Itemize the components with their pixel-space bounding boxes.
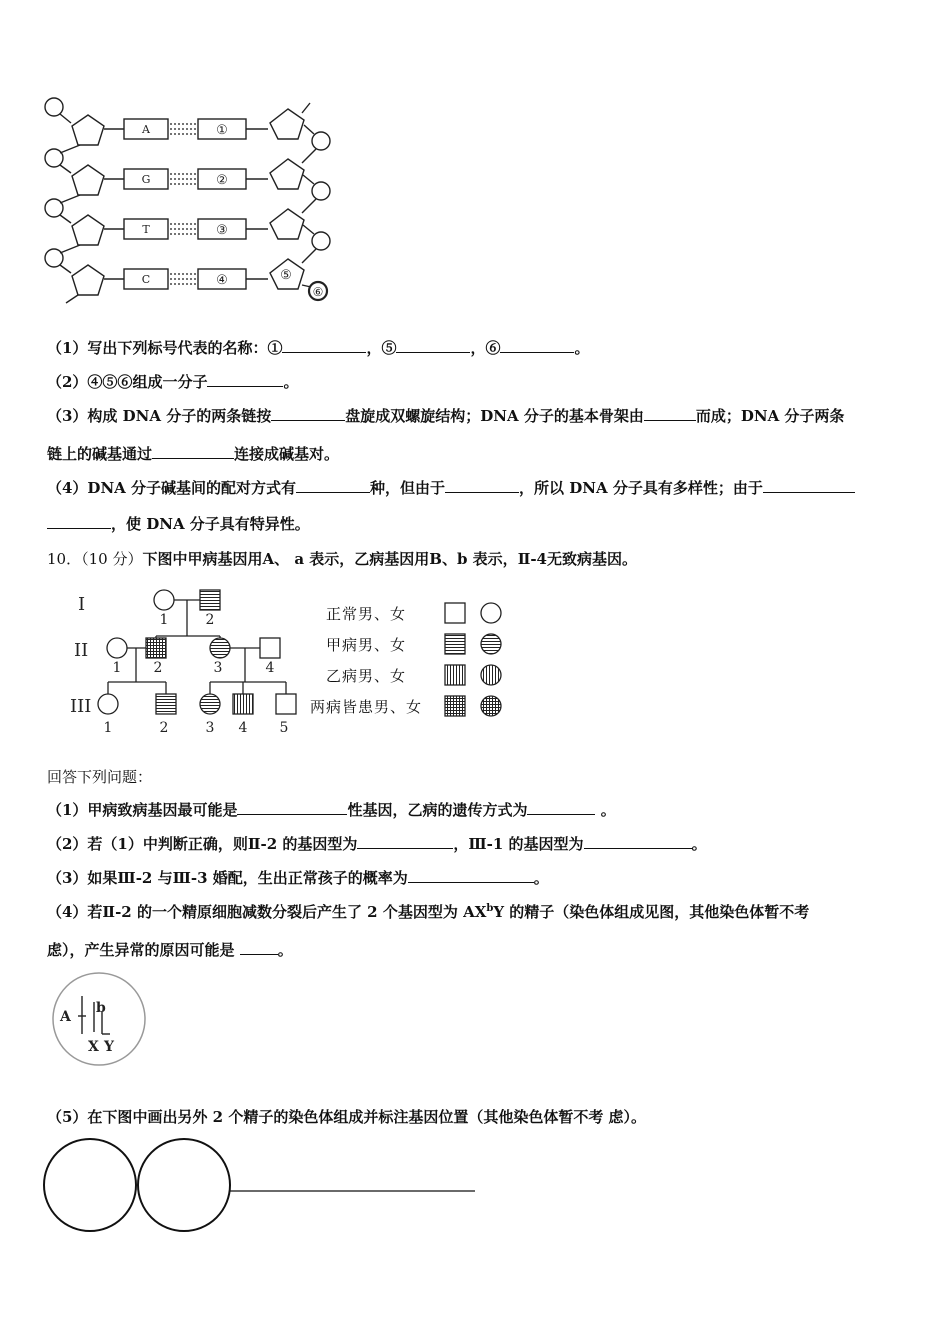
q9-part1: （1）写出下列标号代表的名称：① ，⑤ ，⑥ 。 [47,339,590,357]
blank[interactable] [396,338,470,353]
blank[interactable] [584,834,692,849]
blank[interactable] [445,478,519,493]
base-label-4: C [141,273,151,286]
blank[interactable] [357,834,453,849]
dna-structure-diagram [40,95,340,307]
q9-part3-line2: 链上的碱基通过 连接成碱基对。 [47,445,340,463]
q10-part1: （1）甲病致病基因最可能是 性基因，乙病的遗传方式为 。 [47,801,616,819]
blank[interactable] [527,800,595,815]
individual-number: 1 [159,612,169,628]
legend-normal: 正常男、女 [326,605,407,623]
q10-part4-line1: （4）若Ⅱ-2 的一个精原细胞减数分裂后产生了 2 个基因型为 $AX^bY$ 的精子（染色体组成见图，其他染色体暂不考 [47,903,810,921]
blank[interactable] [500,338,574,353]
q9-part4-line2: ，使 DNA 分子具有特异性。 [47,513,310,534]
marker-2: ② [216,173,228,188]
blank[interactable] [763,478,855,493]
blank[interactable] [408,868,534,883]
base-label-1: A [142,123,150,136]
chromosome-label: Y [104,1039,114,1055]
answer-drawing-area[interactable] [42,1135,482,1235]
legend-both: 两病皆患男、女 [310,698,423,716]
q10-part3: （3）如果Ⅲ-2 与Ⅲ-3 婚配，生出正常孩子的概率为 。 [47,869,549,887]
individual-number: 4 [265,660,275,676]
q10-part5: （5）在下图中画出另外 2 个精子的染色体组成并标注基因位置（其他染色体暂不考 虑）。 [47,1108,647,1126]
blank[interactable] [240,940,278,955]
blank[interactable] [47,514,111,529]
individual-number: 3 [205,720,215,736]
individual-number: 4 [238,720,248,736]
individual-number: 3 [213,660,223,676]
sperm-chromosome-figure [48,972,152,1068]
marker-3: ③ [216,223,228,238]
blank[interactable] [237,800,347,815]
blank[interactable] [282,338,366,353]
legend-disease-b: 乙病男、女 [326,667,407,685]
individual-number: 2 [159,720,169,736]
marker-1: ① [216,123,228,138]
gene-label: A [60,1009,71,1025]
blank[interactable] [644,406,696,421]
blank[interactable] [296,478,370,493]
answer-prompt: 回答下列问题： [47,768,153,786]
chromosome-label: X [88,1039,99,1055]
q9-part4-line1: （4）DNA 分子碱基间的配对方式有 种，但由于 ，所以 DNA 分子具有多样性；由于 [47,477,855,498]
individual-number: 1 [112,660,122,676]
generation-label-1: I [78,594,86,615]
legend-symbols [440,598,506,720]
individual-number: 1 [103,720,113,736]
q9-part3-line1: （3）构成 DNA 分子的两条链按 盘旋成双螺旋结构；DNA 分子的基本骨架由 而成；DNA 分子两条 [47,407,845,425]
q9-part2: （2）④⑤⑥组成一分子 。 [47,373,299,391]
blank[interactable] [152,444,234,459]
marker-6: ⑥ [312,285,324,299]
generation-label-2: II [74,640,89,661]
q10-part2: （2）若（1）中判断正确，则Ⅱ-2 的基因型为 ，Ⅲ-1 的基因型为 。 [47,835,707,853]
base-label-2: G [141,173,151,186]
individual-number: 2 [153,660,163,676]
base-label-3: T [142,223,150,236]
individual-number: 2 [205,612,215,628]
gene-label: b [96,1000,106,1016]
individual-number: 5 [279,720,289,736]
blank[interactable] [207,372,283,387]
q10-heading: 10．（10 分）下图中甲病基因用A、 a 表示，乙病基因用B、b 表示，Ⅱ-4无致病基因。 [47,550,638,568]
marker-5: ⑤ [280,268,292,283]
q10-part4-line2: 虑），产生异常的原因可能是 。 [47,941,293,959]
marker-4: ④ [216,273,228,288]
blank[interactable] [271,406,345,421]
legend-disease-a: 甲病男、女 [326,636,407,654]
generation-label-3: III [70,696,92,717]
